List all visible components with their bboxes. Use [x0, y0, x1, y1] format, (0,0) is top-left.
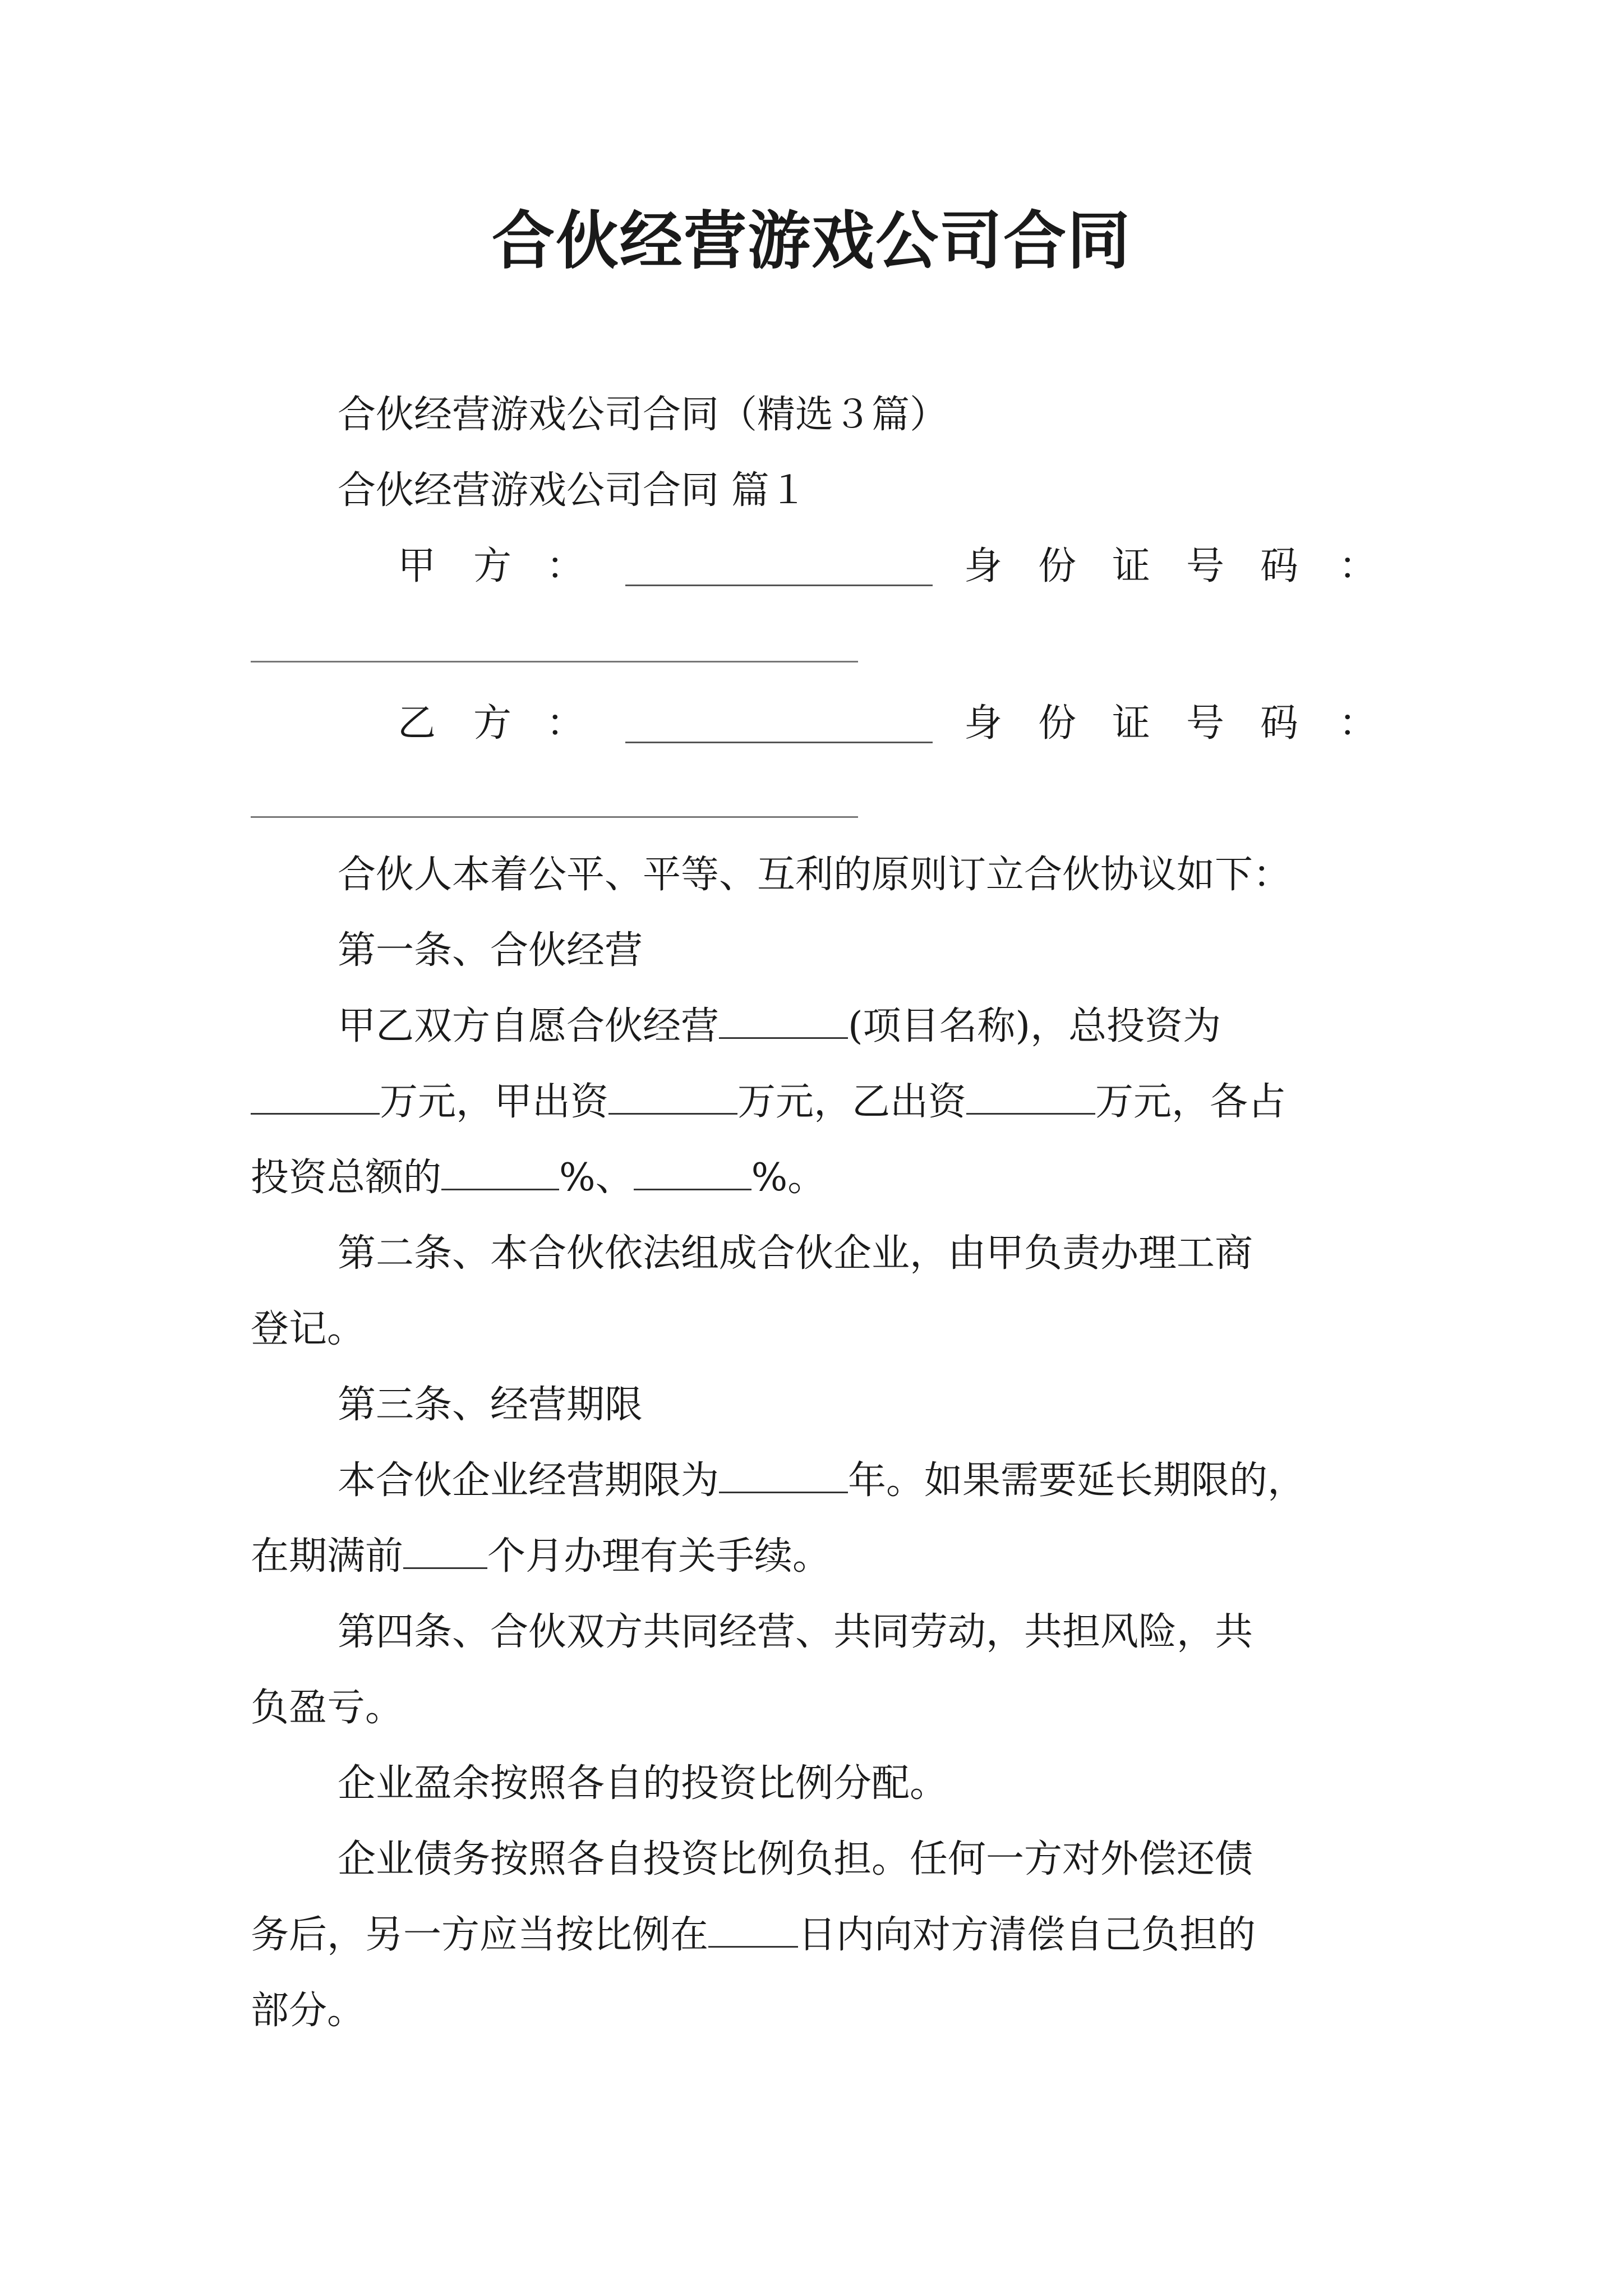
article-1-line-3	[251, 1150, 826, 1206]
party-b-label-char-1: 乙	[398, 701, 436, 746]
article-3-text-c: 在期满前	[251, 1534, 404, 1579]
section-heading: 合伙经营游戏公司合同 篇１	[338, 468, 808, 513]
party-a-investment-blank	[608, 1082, 737, 1115]
party-a-colon: ：	[546, 544, 585, 588]
party-b-name-blank	[625, 742, 933, 743]
debt-text-b: 日内向对方清偿自己负担的	[798, 1913, 1256, 1957]
article-3-text-b: 年。如果需要延长期限的，	[848, 1458, 1306, 1503]
party-a-label-char-1: 甲	[398, 544, 436, 588]
party-b-id-label-char-1: 身	[964, 701, 1003, 746]
party-b-id-label-char-2: 份	[1038, 701, 1077, 746]
party-b-investment-blank	[966, 1082, 1095, 1115]
article-1-text-f: 投资总额的	[251, 1156, 442, 1200]
article-1-text-a: 甲乙双方自愿合伙经营	[338, 1004, 720, 1048]
repayment-days-blank	[708, 1915, 798, 1948]
article-1-line-1	[338, 999, 1221, 1055]
party-a-id-label-char-3: 证	[1112, 544, 1151, 588]
party-a-name-blank	[625, 585, 933, 586]
party-b-id-label-char-4: 号	[1186, 701, 1225, 746]
debt-line-3: 部分。	[251, 1989, 366, 2033]
article-1-title: 第一条、合伙经营	[338, 928, 643, 973]
debt-line-1: 企业债务按照各自投资比例负担。任何一方对外偿还债	[338, 1837, 1253, 1881]
article-1-line-2	[251, 1074, 1286, 1130]
months-before-blank	[403, 1536, 487, 1569]
article-3-text-a: 本合伙企业经营期限为	[338, 1458, 720, 1503]
article-3-line-2	[251, 1529, 831, 1585]
party-a-row	[251, 539, 1380, 595]
document-subtitle: 合伙经营游戏公司合同（精选３篇）	[338, 393, 948, 437]
party-a-id-colon: ：	[1339, 544, 1377, 588]
debt-line-2	[251, 1907, 1256, 1963]
party-a-id-label-char-5: 码	[1260, 544, 1299, 588]
party-b-id-colon: ：	[1339, 701, 1377, 746]
article-1-text-g: %、	[559, 1156, 634, 1200]
party-a-id-label-char-2: 份	[1038, 544, 1077, 588]
article-1-text-c: 万元，甲出资	[380, 1080, 609, 1124]
party-b-label-char-2: 方	[473, 701, 512, 746]
party-b-id-label-char-3: 证	[1112, 701, 1151, 746]
party-b-colon: ：	[546, 701, 585, 746]
article-2-line-1: 第二条、本合伙依法组成合伙企业，由甲负责办理工商	[338, 1231, 1253, 1276]
intro-paragraph: 合伙人本着公平、平等、互利的原则订立合伙协议如下：	[338, 853, 1292, 897]
profit-paragraph: 企业盈余按照各自的投资比例分配。	[338, 1761, 948, 1806]
article-1-text-h: %。	[751, 1156, 826, 1200]
article-3-title: 第三条、经营期限	[338, 1383, 643, 1427]
document-title: 合伙经营游戏公司合同	[492, 204, 1131, 278]
party-a-id-blank	[251, 661, 858, 662]
party-b-id-blank	[251, 816, 858, 818]
article-4-line-1: 第四条、合伙双方共同经营、共同劳动，共担风险，共	[338, 1610, 1253, 1654]
party-b-share-blank	[634, 1157, 751, 1190]
project-name-blank	[719, 1006, 848, 1039]
article-3-line-1	[338, 1453, 1306, 1509]
party-a-id-label-char-1: 身	[964, 544, 1003, 588]
debt-text-a: 务后，另一方应当按比例在	[251, 1913, 709, 1957]
article-4-line-2: 负盈亏。	[251, 1686, 404, 1730]
party-b-id-label-char-5: 码	[1260, 701, 1299, 746]
article-1-text-b: (项目名称)，总投资为	[848, 1004, 1221, 1048]
party-a-label-char-2: 方	[473, 544, 512, 588]
article-1-text-d: 万元，乙出资	[737, 1080, 967, 1124]
party-a-share-blank	[441, 1157, 559, 1190]
term-years-blank	[719, 1460, 848, 1493]
total-investment-blank	[251, 1082, 380, 1115]
article-2-line-2: 登记。	[251, 1307, 366, 1351]
party-b-row	[251, 696, 1380, 752]
article-3-text-d: 个月办理有关手续。	[487, 1534, 831, 1579]
party-a-id-label-char-4: 号	[1186, 544, 1225, 588]
article-1-text-e: 万元，各占	[1095, 1080, 1287, 1124]
